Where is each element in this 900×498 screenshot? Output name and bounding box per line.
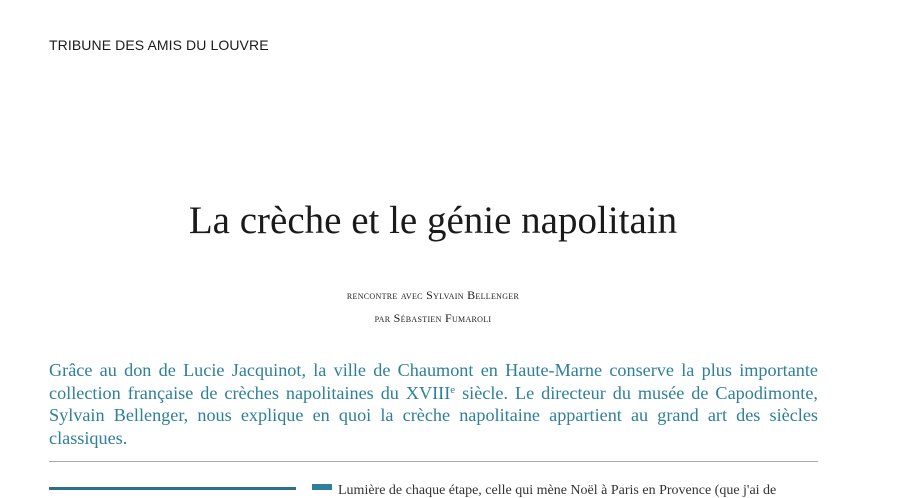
running-head: TRIBUNE DES AMIS DU LOUVRE [49,37,269,53]
body-text-first-line: Lumière de chaque étape, celle qui mène Noël à Paris en Provence (que j'ai de [338,483,777,498]
article-title: La crèche et le génie napolitain [188,199,678,242]
drop-cap [312,484,332,490]
lead-text-end: siècle. Le directeur du musée de Capodimonte, Sylvain Bellenger, nous explique en quoi la crèche napolitaine appartient au grand art des siècles classiques. [49,382,818,448]
section-divider [49,461,818,462]
lead-superscript: e [450,383,456,396]
lead-text-start: Grâce au don de Lucie Jacquinot, la ville de Chaumont en Haute-Marne conserve la plus importante collection française de crèches napolitaines du XVIII [49,360,818,403]
article-image [49,487,296,490]
byline-author: par Sébastien Fumaroli [374,311,492,325]
byline-interview: rencontre avec Sylvain Bellenger [346,288,520,302]
article-lead [49,359,818,449]
